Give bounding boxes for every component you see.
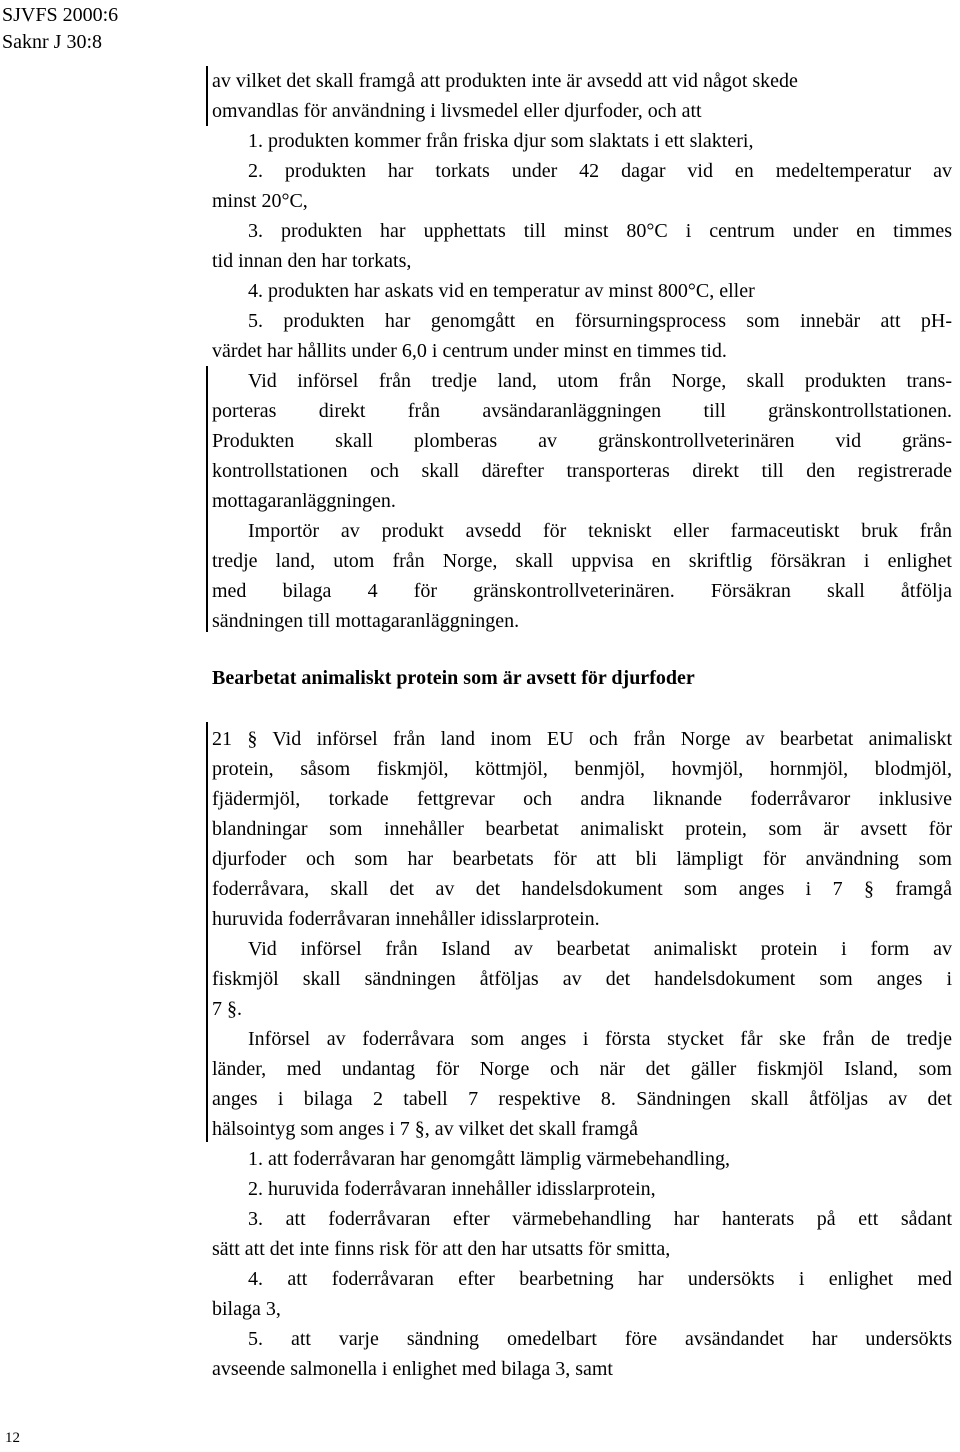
text-line: tredje land, utom från Norge, skall uppvisa en skriftlig försäkran i enlighet xyxy=(212,550,952,572)
text-line: Vid införsel från tredje land, utom från Norge, skall produkten trans- xyxy=(248,370,952,392)
text-line: 5. produkten har genomgått en försurningsprocess som innebär att pH- xyxy=(248,310,952,332)
text-line: av vilket det skall framgå att produkten inte är avsedd att vid något skede xyxy=(212,70,798,92)
text-line: 7 §. xyxy=(212,998,242,1020)
text-line: 5. att varje sändning omedelbart före avsändandet har undersökts xyxy=(248,1328,952,1350)
text-line: 1. att foderråvaran har genomgått lämplig värmebehandling, xyxy=(248,1148,731,1170)
change-bar xyxy=(206,722,208,1142)
text-line: värdet har hållits under 6,0 i centrum under minst en timmes tid. xyxy=(212,340,727,362)
header-doc-id: SJVFS 2000:6 xyxy=(2,4,119,26)
text-line: Importör av produkt avsedd för tekniskt eller farmaceutiskt bruk från xyxy=(248,520,952,542)
text-line: 4. produkten har askats vid en temperatur av minst 800°C, eller xyxy=(248,280,755,302)
text-line: Vid införsel från Island av bearbetat animaliskt protein i form av xyxy=(248,938,952,960)
text-line: porteras direkt från avsändaranläggningen till gränskontrollstationen. xyxy=(212,400,952,422)
text-line: djurfoder och som har bearbetats för att bli lämpligt för användning som xyxy=(212,848,952,870)
section-heading: Bearbetat animaliskt protein som är avsett för djurfoder xyxy=(212,667,695,689)
change-bar xyxy=(206,366,208,632)
text-line: avseende salmonella i enlighet med bilaga 3, samt xyxy=(212,1358,613,1380)
text-line: 21 § Vid införsel från land inom EU och från Norge av bearbetat animaliskt xyxy=(212,728,952,750)
text-line: Införsel av foderråvara som anges i första stycket får ske från de tredje xyxy=(248,1028,952,1050)
text-line: 2. produkten har torkats under 42 dagar vid en medeltemperatur av xyxy=(248,160,952,182)
text-line: hälsointyg som anges i 7 §, av vilket det skall framgå xyxy=(212,1118,639,1140)
text-line: 3. produkten har upphettats till minst 80°C i centrum under en timmes xyxy=(248,220,952,242)
text-line: huruvida foderråvaran innehåller idisslarprotein. xyxy=(212,908,600,930)
text-line: fiskmjöl skall sändningen åtföljas av det handelsdokument som anges i xyxy=(212,968,952,990)
text-line: omvandlas för användning i livsmedel eller djurfoder, och att xyxy=(212,100,702,122)
text-line: mottagaranläggningen. xyxy=(212,490,396,512)
text-line: 2. huruvida foderråvaran innehåller idisslarprotein, xyxy=(248,1178,656,1200)
text-line: 3. att foderråvaran efter värmebehandling har hanterats på ett sådant xyxy=(248,1208,952,1230)
text-line: blandningar som innehåller bearbetat animaliskt protein, som är avsett för xyxy=(212,818,952,840)
document-header xyxy=(2,2,118,56)
text-line: med bilaga 4 för gränskontrollveterinären. Försäkran skall åtfölja xyxy=(212,580,952,602)
text-line: fjädermjöl, torkade fettgrevar och andra liknande foderråvaror inklusive xyxy=(212,788,952,810)
text-line: kontrollstationen och skall därefter transporteras direkt till den registrerade xyxy=(212,460,952,482)
text-line: minst 20°C, xyxy=(212,190,308,212)
text-line: tid innan den har torkats, xyxy=(212,250,412,272)
page-number: 12 xyxy=(5,1430,20,1446)
text-line: sändningen till mottagaranläggningen. xyxy=(212,610,520,632)
text-line: sätt att det inte finns risk för att den har utsatts för smitta, xyxy=(212,1238,671,1260)
text-line: protein, såsom fiskmjöl, köttmjöl, benmjöl, hovmjöl, hornmjöl, blodmjöl, xyxy=(212,758,952,780)
header-case-id: Saknr J 30:8 xyxy=(2,31,102,53)
text-line: 4. att foderråvaran efter bearbetning har undersökts i enlighet med xyxy=(248,1268,952,1290)
text-line: länder, med undantag för Norge och när det gäller fiskmjöl Island, som xyxy=(212,1058,952,1080)
text-line: anges i bilaga 2 tabell 7 respektive 8. Sändningen skall åtföljas av det xyxy=(212,1088,952,1110)
text-line: Produkten skall plomberas av gränskontrollveterinären vid gräns- xyxy=(212,430,952,452)
text-line: foderråvara, skall det av det handelsdokument som anges i 7 § framgå xyxy=(212,878,952,900)
change-bar xyxy=(206,66,208,126)
text-line: bilaga 3, xyxy=(212,1298,281,1320)
text-line: 1. produkten kommer från friska djur som slaktats i ett slakteri, xyxy=(248,130,754,152)
